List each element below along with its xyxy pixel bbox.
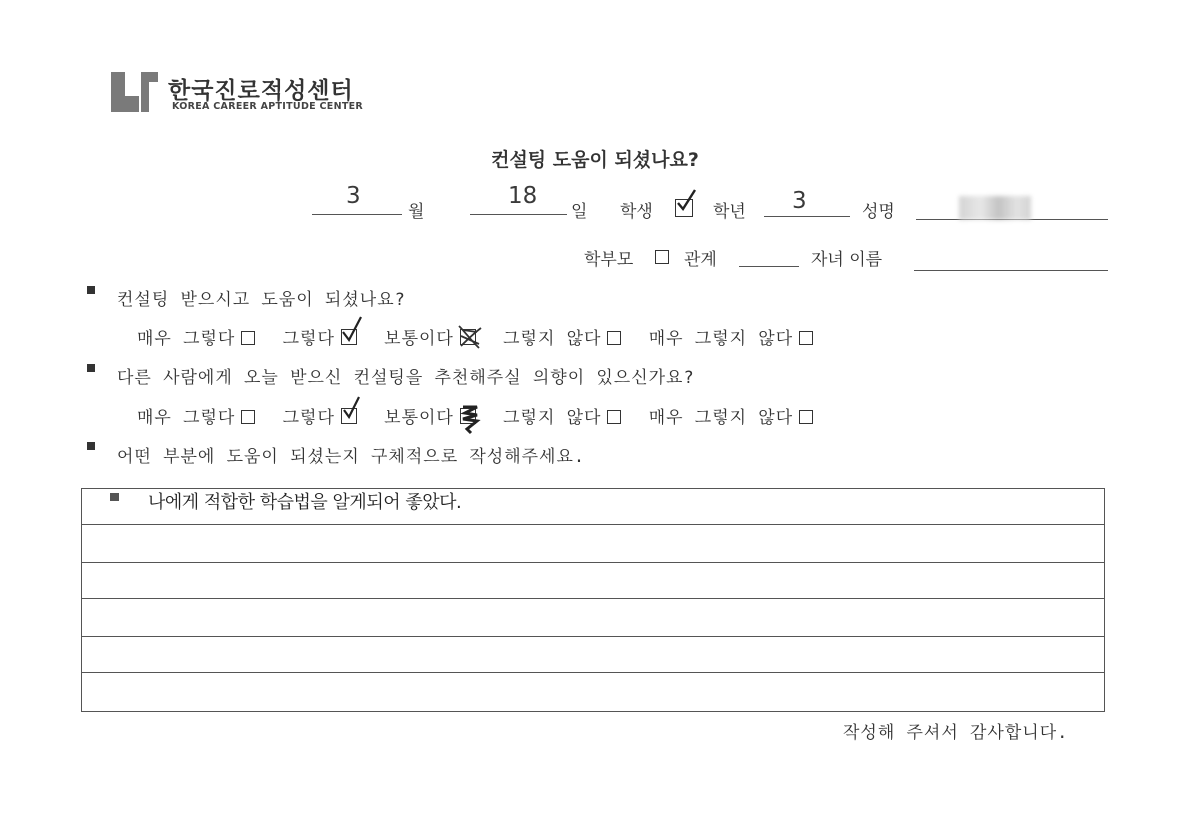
day-value: 18 <box>508 183 538 209</box>
thank-you-note: 작성해 주셔서 감사합니다. <box>843 723 1069 743</box>
checkmark-icon <box>339 395 367 423</box>
q2-option-agree[interactable]: 그렇다 <box>283 403 357 428</box>
child-name-label: 자녀 이름 <box>811 250 883 270</box>
q1-box-very-disagree[interactable] <box>799 331 813 345</box>
q2-box-neutral[interactable] <box>460 408 476 424</box>
relation-field-line[interactable] <box>739 266 799 267</box>
crossed-out-mark-icon <box>455 322 485 352</box>
redacted-name-blur <box>959 196 1031 220</box>
q1-box-neutral[interactable] <box>460 329 476 345</box>
day-label: 일 <box>571 202 588 222</box>
q2-box-agree[interactable] <box>341 408 357 424</box>
parent-label: 학부모 <box>584 250 634 270</box>
month-label: 월 <box>408 202 425 222</box>
grade-value: 3 <box>792 188 807 214</box>
name-label: 성명 <box>862 202 895 222</box>
student-label: 학생 <box>620 202 653 222</box>
answer-rule-line <box>81 598 1105 599</box>
org-name-english: KOREA CAREER APTITUDE CENTER <box>172 101 364 112</box>
question-1-text: 컨설팅 받으시고 도움이 되셨나요? <box>117 290 406 310</box>
question-bullet-icon <box>87 442 95 450</box>
checkmark-icon <box>673 186 701 214</box>
question-1-options <box>137 324 829 349</box>
day-field-line[interactable] <box>470 214 567 215</box>
q1-option-neutral[interactable]: 보통이다 <box>384 324 476 349</box>
q2-option-very-disagree[interactable]: 매우 그렇지 않다 <box>649 403 813 428</box>
answer-rule-line <box>81 562 1105 563</box>
answer-handwritten-text: 나에게 적합한 학습법을 알게되어 좋았다. <box>148 492 462 513</box>
parent-checkbox[interactable] <box>655 250 669 264</box>
child-name-field-line[interactable] <box>914 270 1108 271</box>
answer-bullet-icon <box>110 493 119 501</box>
q1-option-very-agree[interactable]: 매우 그렇다 <box>137 324 255 349</box>
question-2-options <box>137 403 829 428</box>
question-2-text: 다른 사람에게 오늘 받으신 컨설팅을 추천해주실 의향이 있으신가요? <box>117 368 695 388</box>
scribbled-out-mark-icon <box>455 401 485 435</box>
q1-box-disagree[interactable] <box>607 331 621 345</box>
answer-rule-line <box>81 524 1105 525</box>
q2-option-neutral[interactable]: 보통이다 <box>384 403 476 428</box>
answer-rule-line <box>81 636 1105 637</box>
q1-option-very-disagree[interactable]: 매우 그렇지 않다 <box>649 324 813 349</box>
relation-label: 관계 <box>684 250 717 270</box>
question-3-text: 어떤 부분에 도움이 되셨는지 구체적으로 작성해주세요. <box>117 447 586 467</box>
q2-box-very-disagree[interactable] <box>799 410 813 424</box>
center-logo-icon <box>111 70 158 112</box>
q2-box-disagree[interactable] <box>607 410 621 424</box>
question-bullet-icon <box>87 286 95 294</box>
answer-textarea[interactable] <box>81 488 1105 712</box>
grade-field-line[interactable] <box>764 216 850 217</box>
org-name-korean: 한국진로적성센터 <box>168 78 354 104</box>
q2-box-very-agree[interactable] <box>241 410 255 424</box>
form-title: 컨설팅 도움이 되셨나요? <box>491 149 699 171</box>
answer-rule-line <box>81 672 1105 673</box>
q1-option-disagree[interactable]: 그렇지 않다 <box>503 324 621 349</box>
q1-box-agree[interactable] <box>341 329 357 345</box>
month-field-line[interactable] <box>312 214 402 215</box>
month-value: 3 <box>346 183 361 209</box>
q2-option-very-agree[interactable]: 매우 그렇다 <box>137 403 255 428</box>
q2-option-disagree[interactable]: 그렇지 않다 <box>503 403 621 428</box>
q1-box-very-agree[interactable] <box>241 331 255 345</box>
student-checkbox[interactable] <box>675 199 693 220</box>
q1-option-agree[interactable]: 그렇다 <box>283 324 357 349</box>
grade-label: 학년 <box>713 202 746 222</box>
question-bullet-icon <box>87 364 95 372</box>
checkmark-icon <box>339 316 367 344</box>
